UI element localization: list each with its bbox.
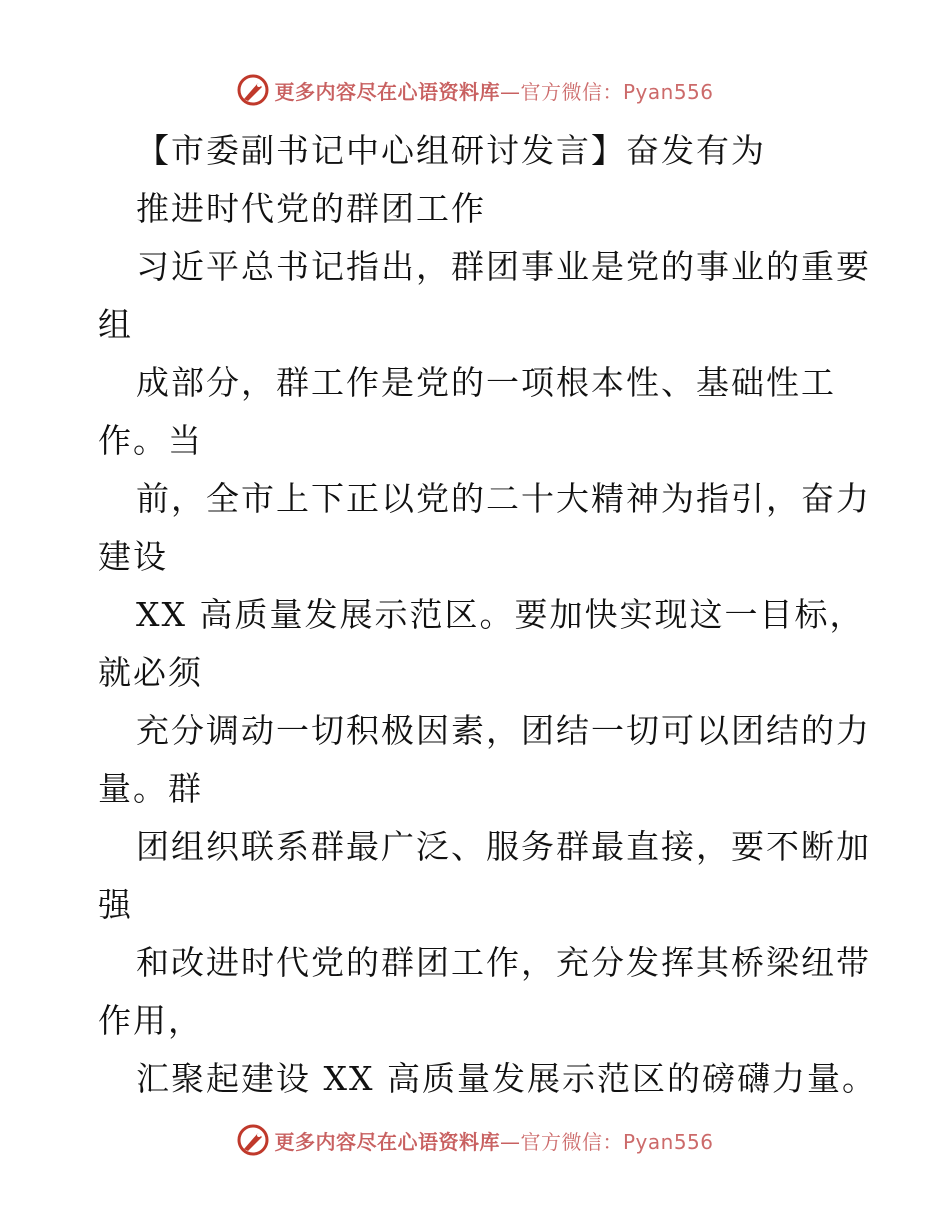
pen-nib-logo-icon <box>236 73 270 107</box>
document-line: 【市委副书记中心组研讨发言】奋发有为 <box>136 131 766 170</box>
document-line: 和改进时代党的群团工作，充分发挥其桥梁纽带 <box>136 943 871 982</box>
document-line: 习近平总书记指出，群团事业是党的事业的重要 <box>136 247 871 286</box>
watermark-dash: — <box>499 1129 521 1154</box>
document-line: 组 <box>98 305 133 344</box>
document-line: 作。当 <box>98 421 203 460</box>
watermark-slogan: 更多内容尽在心语资料库 <box>274 79 500 104</box>
footer-watermark-banner <box>0 1120 950 1160</box>
document-line: XX 高质量发展示范区。要加快实现这一目标， <box>136 595 865 634</box>
watermark-text <box>274 76 713 105</box>
watermark-slogan: 更多内容尽在心语资料库 <box>274 1129 500 1154</box>
document-line: 成部分，群工作是党的一项根本性、基础性工 <box>136 363 836 402</box>
watermark-dash: — <box>499 79 521 104</box>
pen-nib-logo-icon <box>236 1123 270 1157</box>
document-line: 推进时代党的群团工作 <box>136 189 486 228</box>
watermark-wechat-label: 官方微信： <box>520 1129 623 1154</box>
document-line: 量。群 <box>98 769 203 808</box>
watermark-wechat-label: 官方微信： <box>520 79 623 104</box>
document-line: 充分调动一切积极因素，团结一切可以团结的力 <box>136 711 871 750</box>
header-watermark-banner <box>0 70 950 110</box>
document-line: 汇聚起建设 XX 高质量发展示范区的磅礴力量。 <box>136 1059 877 1098</box>
document-line: 建设 <box>98 537 168 576</box>
watermark-text <box>274 1126 713 1155</box>
watermark-wechat-id: Pyan556 <box>622 79 714 104</box>
document-line: 团组织联系群最广泛、服务群最直接，要不断加 <box>136 827 871 866</box>
document-body <box>98 122 877 1108</box>
document-line: 作用， <box>98 1001 203 1040</box>
document-line: 前，全市上下正以党的二十大精神为指引，奋力 <box>136 479 871 518</box>
document-line: 强 <box>98 885 133 924</box>
document-line: 就必须 <box>98 653 203 692</box>
watermark-wechat-id: Pyan556 <box>622 1129 714 1154</box>
